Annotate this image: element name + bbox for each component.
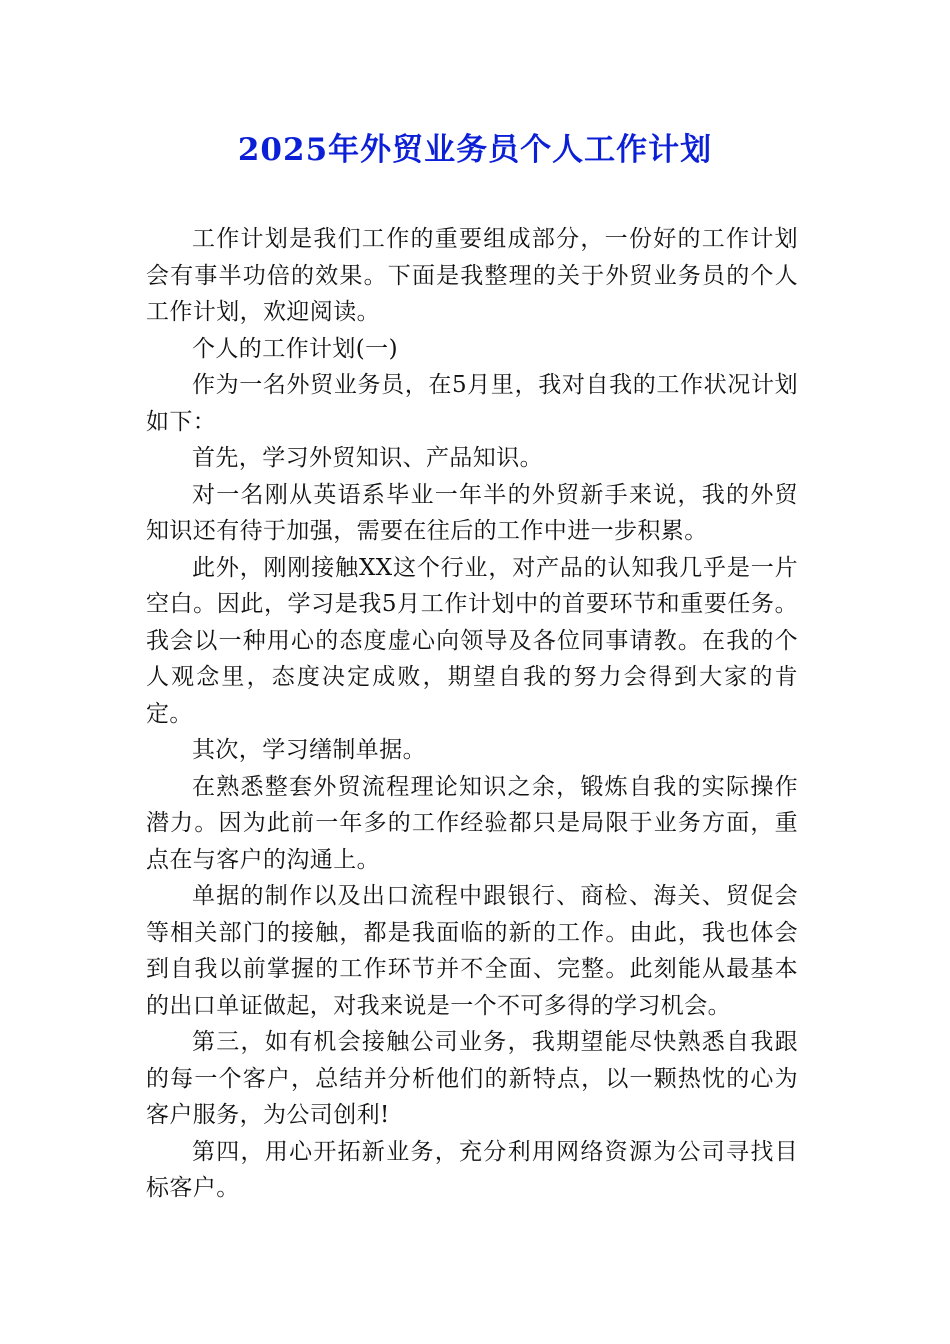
paragraph-industry: 此外，刚刚接触XX这个行业，对产品的认知我几乎是一片空白。因此，学习是我5月工作计划中的首要环节和重要任务。我会以一种用心的态度虚心向领导及各位同事请教。在我的个人观念里，态度决定成败，期望自我的努力会得到大家的肯定。 bbox=[146, 554, 798, 727]
section-heading-plan-one: 个人的工作计划(一) bbox=[192, 335, 398, 362]
paragraph-operations: 在熟悉整套外贸流程理论知识之余，锻炼自我的实际操作潜力。因为此前一年多的工作经验都只是局限于业务方面，重点在与客户的沟通上。 bbox=[146, 773, 798, 873]
paragraph-knowledge: 对一名刚从英语系毕业一年半的外贸新手来说，我的外贸知识还有待于加强，需要在往后的工作中进一步积累。 bbox=[146, 481, 798, 544]
paragraph-third-point: 第三，如有机会接触公司业务，我期望能尽快熟悉自我跟的每一个客户，总结并分析他们的新特点，以一颗热忱的心为客户服务，为公司创利! bbox=[146, 1029, 798, 1128]
paragraph-documents: 单据的制作以及出口流程中跟银行、商检、海关、贸促会等相关部门的接触，都是我面临的新的工作。由此，我也体会到自我以前掌握的工作环节并不全面、完整。此刻能从最基本的出口单证做起，对我来说是一个不可多得的学习机会。 bbox=[146, 883, 798, 1019]
document-body bbox=[146, 221, 798, 1207]
document-title: 2025年外贸业务员个人工作计划 bbox=[237, 132, 713, 168]
paragraph-fourth-point: 第四，用心开拓新业务，充分利用网络资源为公司寻找目标客户。 bbox=[146, 1138, 798, 1201]
paragraph-overview: 作为一名外贸业务员，在5月里，我对自我的工作状况计划如下： bbox=[146, 372, 798, 435]
paragraph-second-point: 其次，学习缮制单据。 bbox=[192, 737, 426, 763]
paragraph-intro: 工作计划是我们工作的重要组成部分，一份好的工作计划会有事半功倍的效果。下面是我整理的关于外贸业务员的个人工作计划，欢迎阅读。 bbox=[146, 226, 798, 325]
paragraph-first-point: 首先，学习外贸知识、产品知识。 bbox=[192, 445, 543, 471]
